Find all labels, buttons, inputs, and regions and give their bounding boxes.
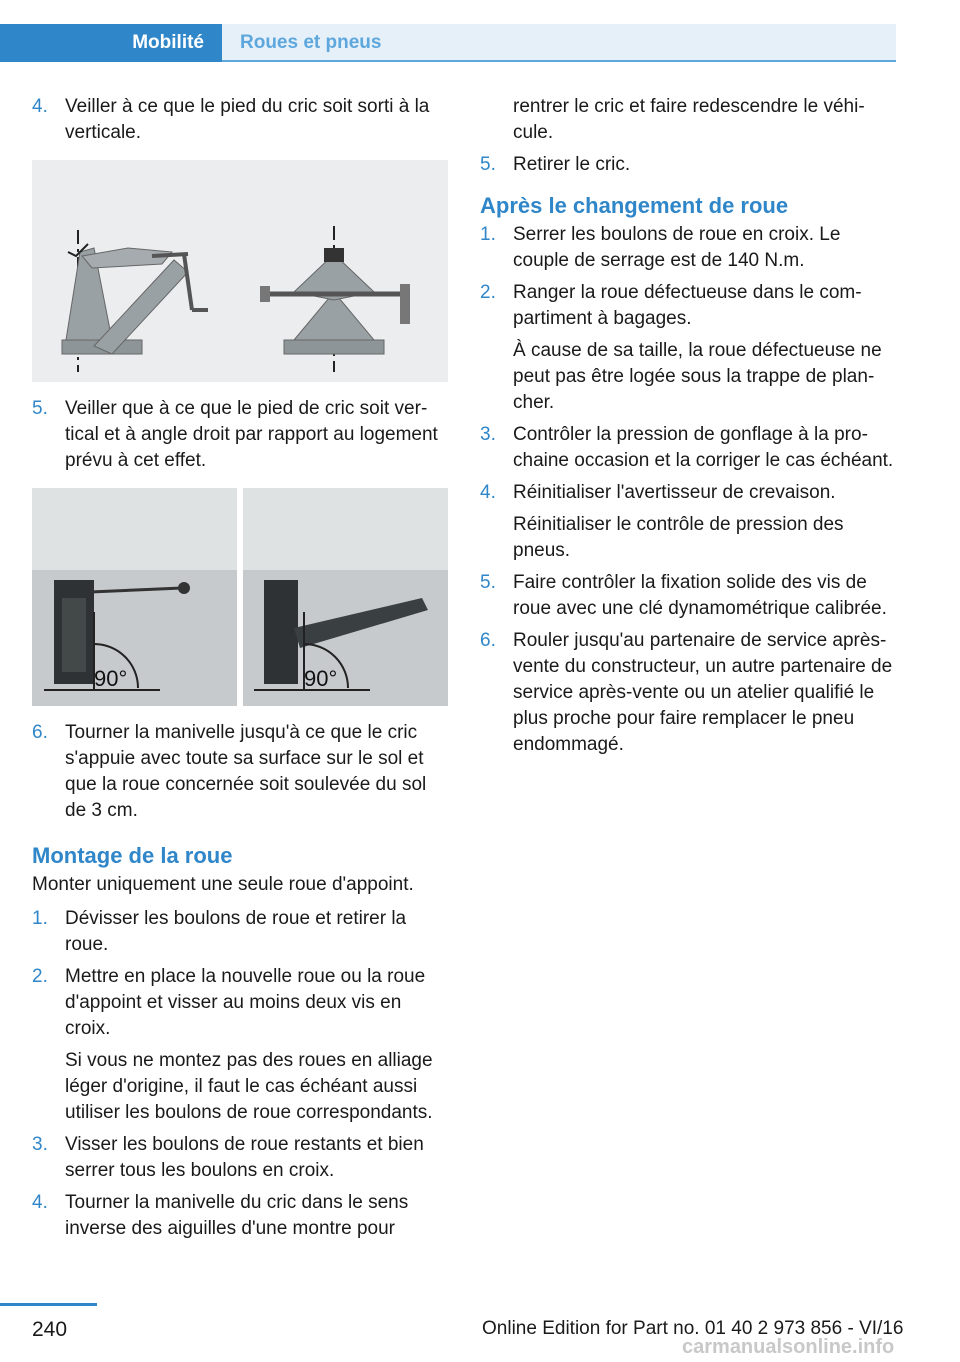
jack-illustration-2 <box>32 488 448 706</box>
step-number: 3. <box>480 424 496 445</box>
step-text: Réinitialiser l'avertisseur de crevaison. <box>513 482 836 503</box>
step-number: 6. <box>32 722 48 743</box>
header-rule <box>222 60 896 62</box>
step-text: Rouler jusqu'au partenaire de service après-vente du constructeur, un autre partenaire de service après-vente ou un atelier qualifié le plus proche pour faire remplacer le pneu endommagé. <box>513 630 893 755</box>
step-number: 4. <box>32 1192 48 1213</box>
list-item <box>480 152 898 178</box>
step-text: Mettre en place la nouvelle roue ou la roue d'appoint et visser au moins deux vis en croix. <box>65 966 426 1039</box>
step-text: Faire contrôler la fixation solide des vis de roue avec une clé dynamométrique calibrée. <box>513 572 887 619</box>
step-number: 5. <box>480 572 496 593</box>
right-column <box>480 94 898 764</box>
step-number: 1. <box>480 224 496 245</box>
section-intro: Monter uniquement une seule roue d'appoint. <box>32 874 414 895</box>
step-text: Contrôler la pression de gonflage à la prochaine occasion et la corriger le cas échéant. <box>513 424 894 471</box>
list-item <box>32 1132 450 1184</box>
list-item <box>480 628 898 758</box>
step-text: Serrer les boulons de roue en croix. Le couple de serrage est de 140 N.m. <box>513 224 841 271</box>
step-number: 5. <box>480 154 496 175</box>
step-text: Ranger la roue défectueuse dans le compartiment à bagages. <box>513 282 862 329</box>
step-text: Retirer le cric. <box>513 154 631 175</box>
list-item <box>32 964 450 1126</box>
step-text: Dévisser les boulons de roue et retirer la roue. <box>65 908 407 955</box>
section-heading-montage: Montage de la roue <box>32 843 233 868</box>
footer-rule <box>0 1303 97 1306</box>
list-item <box>32 720 450 824</box>
figure-jack-right-angle <box>32 488 448 706</box>
jack-illustration-1 <box>32 160 448 382</box>
step-number: 4. <box>32 96 48 117</box>
step-number: 3. <box>32 1134 48 1155</box>
section-heading-apres: Après le changement de roue <box>480 193 789 218</box>
list-item <box>480 280 898 416</box>
step-number: 1. <box>32 908 48 929</box>
list-item <box>32 94 450 146</box>
left-column <box>32 94 450 1248</box>
step-continuation: rentrer le cric et faire redescendre le véhicule. <box>513 96 865 143</box>
angle-label-right: 90° <box>304 666 338 691</box>
step-text: Veiller à ce que le pied du cric soit sorti à la verticale. <box>65 96 430 143</box>
step-note: Réinitialiser le contrôle de pression des pneus. <box>513 514 844 561</box>
figure-jack-foot-vertical <box>32 160 448 382</box>
list-item <box>32 396 450 474</box>
step-number: 5. <box>32 398 48 419</box>
edition-info: Online Edition for Part no. 01 40 2 973 856 - VI/16 <box>482 1318 904 1339</box>
watermark: carmanualsonline.info <box>682 1336 895 1358</box>
page-header <box>0 0 960 62</box>
step-number: 4. <box>480 482 496 503</box>
step-note: À cause de sa taille, la roue défectueuse ne peut pas être logée sous la trappe de plancher. <box>513 340 882 413</box>
step-note: Si vous ne montez pas des roues en alliage léger d'origine, il faut le cas échéant aussi utiliser les boulons de roue correspondants. <box>65 1050 433 1123</box>
step-number: 2. <box>32 966 48 987</box>
step-text: Tourner la manivelle jusqu'à ce que le cric s'appuie avec toute sa surface sur le sol et que la roue concernée soit soulevée du sol de 3 cm. <box>65 722 427 821</box>
step-text: Tourner la manivelle du cric dans le sens inverse des aiguilles d'une montre pour <box>65 1192 409 1239</box>
list-item <box>480 422 898 474</box>
list-item <box>480 570 898 622</box>
list-item <box>480 222 898 274</box>
list-item <box>32 906 450 958</box>
list-item <box>32 1190 450 1242</box>
step-number: 2. <box>480 282 496 303</box>
list-item <box>480 480 898 564</box>
angle-label-left: 90° <box>94 666 128 691</box>
step-number: 6. <box>480 630 496 651</box>
chapter-tab-mobilite[interactable]: Mobilité <box>0 24 222 62</box>
page-number: 240 <box>32 1318 68 1341</box>
step-text: Visser les boulons de roue restants et bien serrer tous les boulons en croix. <box>65 1134 424 1181</box>
step-text: Veiller que à ce que le pied de cric soit vertical et à angle droit par rapport au logement prévu à cet effet. <box>65 398 438 471</box>
section-tab-roues-et-pneus[interactable]: Roues et pneus <box>222 24 896 62</box>
